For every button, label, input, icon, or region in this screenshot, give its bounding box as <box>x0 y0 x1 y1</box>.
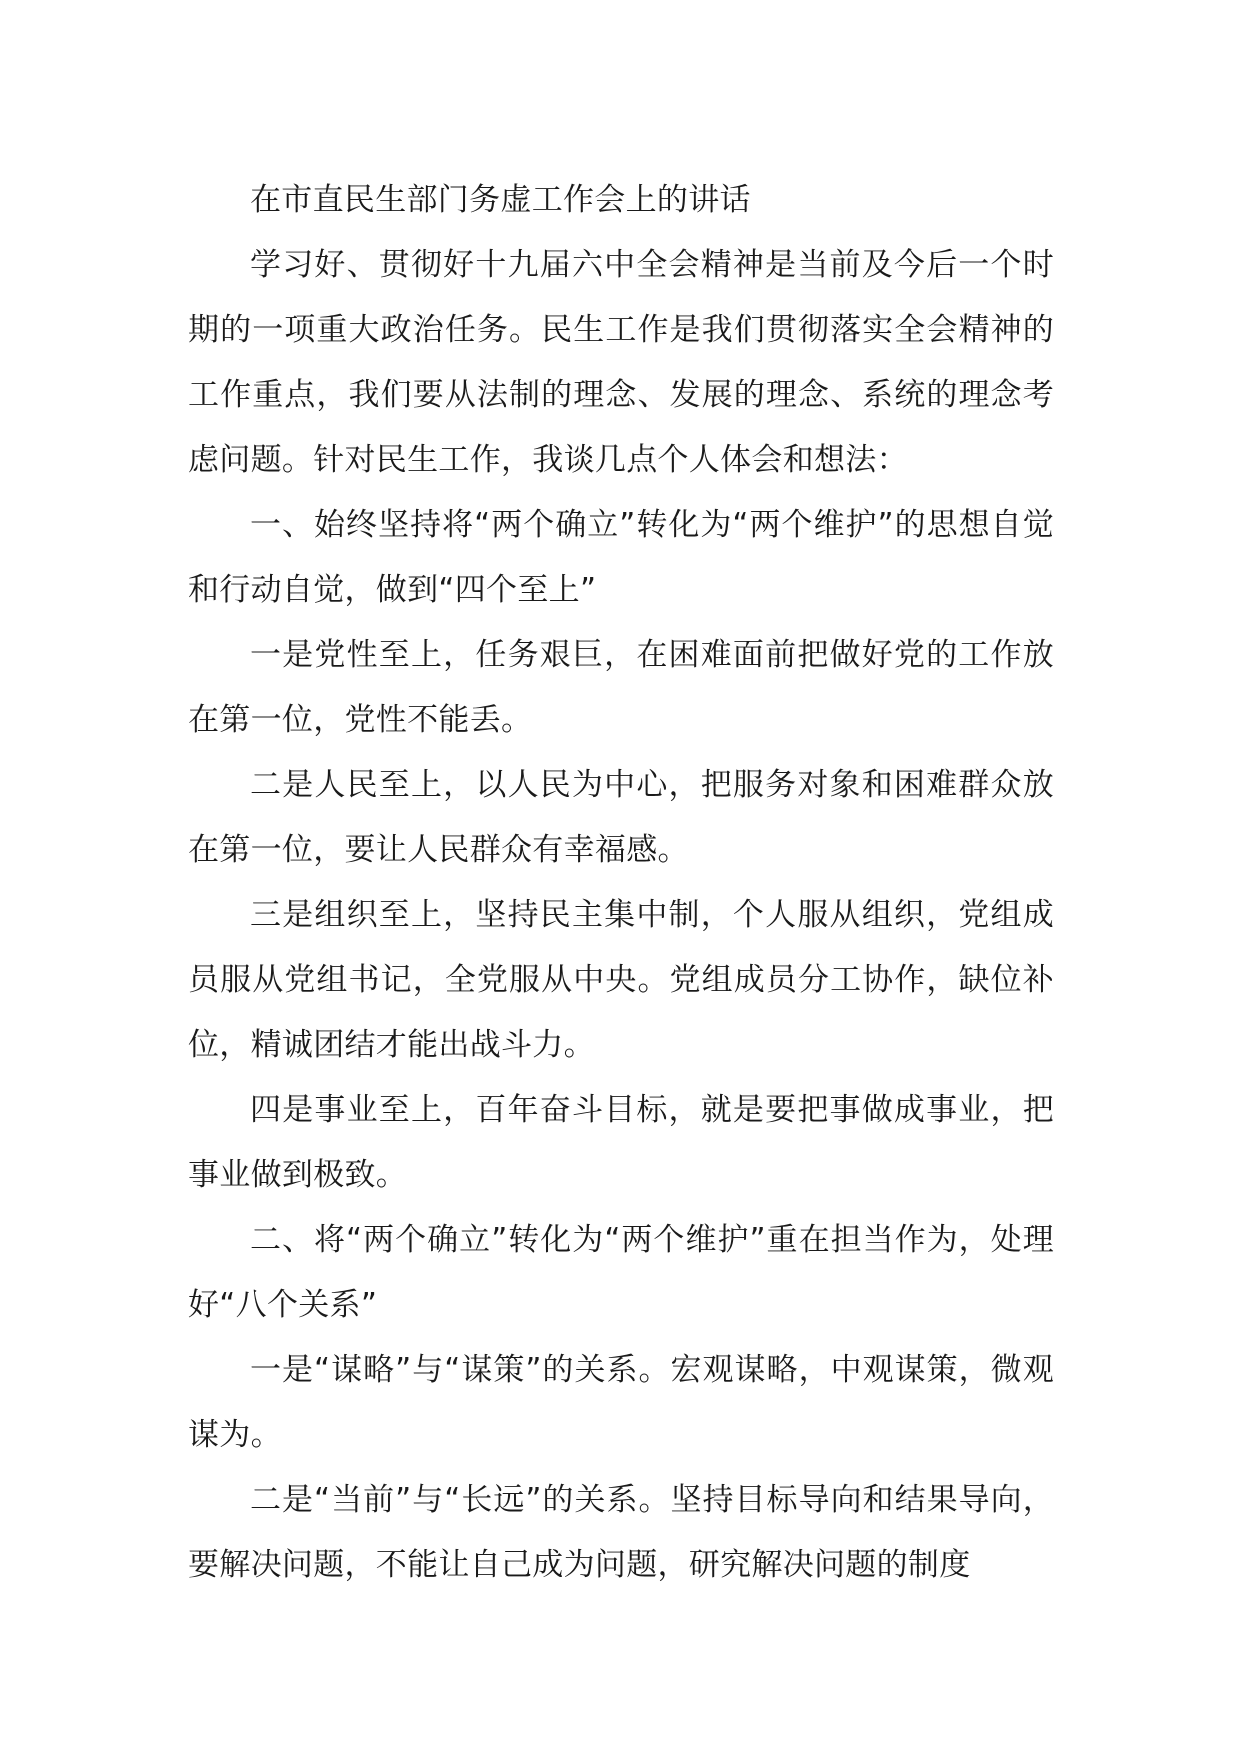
paragraph: 学习好、贯彻好十九届六中全会精神是当前及今后一个时期的一项重大政治任务。民生工作是我们贯彻落实全会精神的工作重点，我们要从法制的理念、发展的理念、系统的理念考虑问题。针对民生工作，我谈几点个人体会和想法： <box>188 247 1054 478</box>
document-title: 在市直民生部门务虚工作会上的讲话 <box>250 182 751 218</box>
paragraph: 二是人民至上，以人民为中心，把服务对象和困难群众放在第一位，要让人民群众有幸福感。 <box>188 767 1054 868</box>
paragraph: 三是组织至上，坚持民主集中制，个人服从组织，党组成员服从党组书记，全党服从中央。党组成员分工协作，缺位补位，精诚团结才能出战斗力。 <box>188 897 1054 1063</box>
paragraph: 二、将“两个确立”转化为“两个维护”重在担当作为，处理好“八个关系” <box>188 1222 1054 1323</box>
paragraph: 一是党性至上，任务艰巨，在困难面前把做好党的工作放在第一位，党性不能丢。 <box>188 637 1054 738</box>
paragraph: 一是“谋略”与“谋策”的关系。宏观谋略，中观谋策，微观谋为。 <box>188 1352 1054 1453</box>
paragraph: 四是事业至上，百年奋斗目标，就是要把事做成事业，把事业做到极致。 <box>188 1092 1054 1193</box>
paragraph: 二是“当前”与“长远”的关系。坚持目标导向和结果导向，要解决问题，不能让自己成为问题，研究解决问题的制度 <box>188 1482 1054 1583</box>
paragraph: 一、始终坚持将“两个确立”转化为“两个维护”的思想自觉和行动自觉，做到“四个至上” <box>188 507 1054 608</box>
document-body <box>188 168 1054 1598</box>
